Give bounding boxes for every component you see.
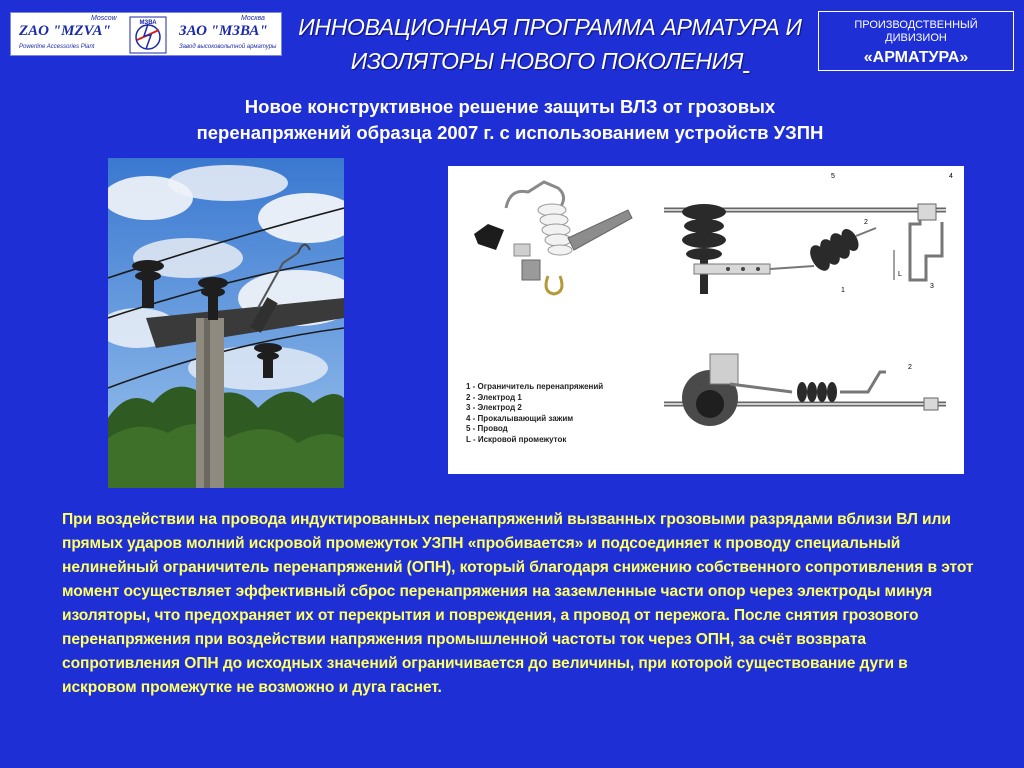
- legend-item: 1 - Ограничитель перенапряжений: [466, 382, 604, 391]
- label-5: 5: [831, 173, 835, 180]
- company-logo: [10, 12, 282, 56]
- legend-item: 4 - Прокалывающий зажим: [466, 413, 574, 423]
- title-line-1: ИННОВАЦИОННАЯ ПРОГРАММА АРМАТУРА И: [298, 14, 802, 40]
- subtitle-line-1: Новое конструктивное решение защиты ВЛЗ от грозовых: [244, 96, 776, 117]
- division-box: [818, 11, 1014, 71]
- logo-left-name: ZAO "MZVA": [19, 23, 111, 39]
- page-title: [290, 10, 810, 78]
- logo-left-sub: Powerline Accessories Plant: [19, 44, 95, 50]
- logo-right-name: ЗАО "МЗВА": [179, 23, 268, 39]
- emblem-text: МЗВА: [139, 20, 157, 26]
- description-paragraph: При воздействии на провода индуктированных перенапряжений вызванных грозовыми разрядами вблизи ВЛ или прямых ударов молний искровой промежуток УЗПН «пробивается» и подсоединяет к проводу специальный нелинейный ограничитель перенапряжений (ОПН), который благодаря снижению собственного сопротивления в этот момент осуществляет эффективный сброс перенапряжения на заземленные части опор через электроды минуя изоляторы, что предохраняет их от перекрытия и повреждения, а провод от пережога. После снятия грозового перенапряжения при воздействии напряжения промышленной частоты ток через ОПН, за счёт возврата сопротивления ОПН до исходных значений ограничивается до величины, при которой существование дуги в искровом промежутке не возможно и дуга гаснет.: [62, 511, 974, 696]
- title-line-2: ИЗОЛЯТОРЫ НОВОГО ПОКОЛЕНИЯ: [350, 48, 744, 74]
- legend-item: 2 - Электрод 1: [466, 392, 522, 402]
- logo-left-city: Moscow: [91, 15, 117, 22]
- division-line-1: ПРОИЗВОДСТВЕННЫЙ: [854, 19, 978, 31]
- division-line-2: ДИВИЗИОН: [885, 32, 947, 44]
- label-1: 1: [841, 287, 845, 294]
- label-3: 3: [930, 283, 934, 290]
- subtitle-line-2: перенапряжений образца 2007 г. с использованием устройств УЗПН: [196, 122, 824, 143]
- division-name: «АРМАТУРА»: [863, 49, 969, 66]
- photo-illustration: [108, 158, 344, 488]
- power-line-photo: [108, 158, 344, 488]
- bottom-schematic: [664, 354, 946, 426]
- logo-right-sub: Завод высоковольтной арматуры: [179, 44, 277, 50]
- logo-right-city: Москва: [241, 15, 265, 22]
- diagram-legend: [466, 382, 603, 445]
- label-4: 4: [949, 173, 953, 180]
- emblem-icon: [129, 16, 167, 54]
- legend-item: 5 - Провод: [466, 424, 508, 433]
- legend-item: 3 - Электрод 2: [466, 403, 522, 412]
- label-2-top: 2: [864, 219, 868, 226]
- legend-item: L - Искровой промежуток: [466, 434, 567, 444]
- uzpn-diagram: [448, 166, 964, 474]
- label-2-bottom: 2: [908, 364, 912, 371]
- label-L: L: [898, 271, 902, 278]
- top-schematic: [664, 173, 953, 294]
- product-kit-illustration: [474, 182, 632, 294]
- slide-subtitle: [100, 94, 920, 146]
